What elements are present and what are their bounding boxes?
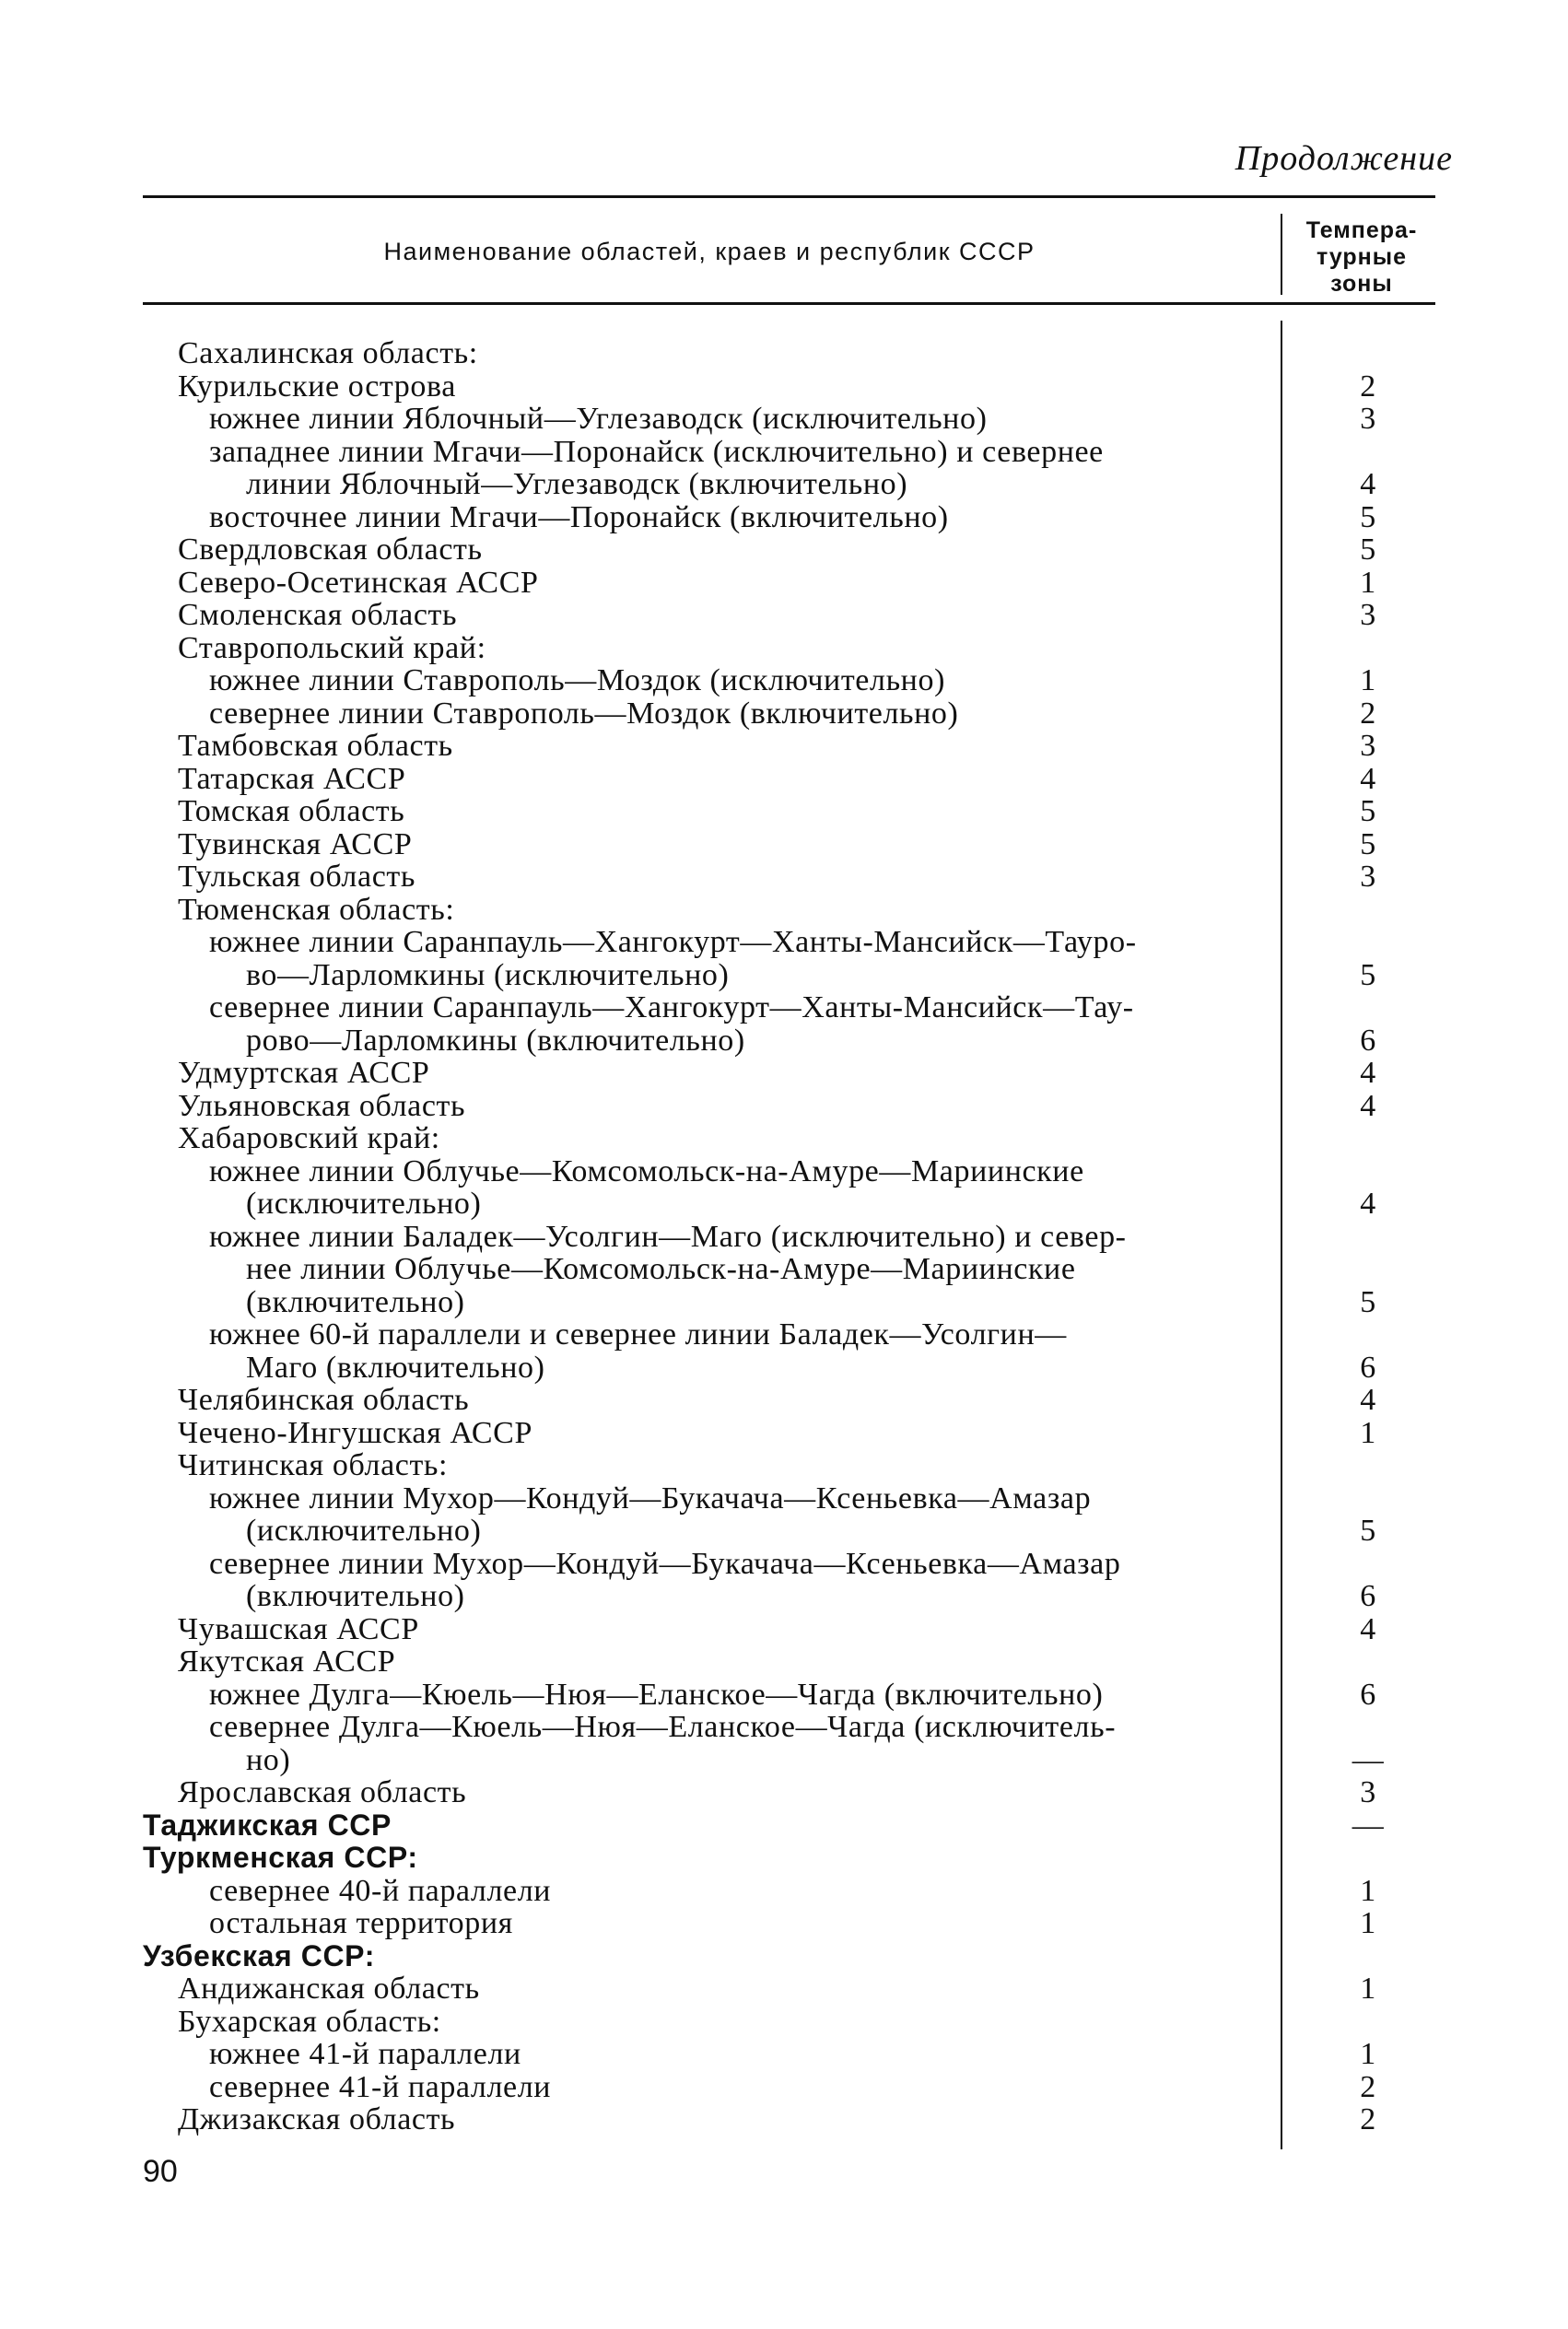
region-name: Чечено-Ингушская АССР — [178, 1415, 532, 1450]
temperature-zone: 4 — [1360, 467, 1376, 501]
table-row — [143, 894, 1435, 927]
region-name: остальная территория — [209, 1906, 513, 1940]
column-header-zones-line-2: турные — [1316, 244, 1408, 270]
table-row — [143, 2071, 1435, 2104]
table-row — [143, 1809, 1435, 1843]
table-row — [143, 1972, 1435, 2006]
region-name: Чувашская АССР — [178, 1611, 419, 1646]
region-name: Челябинская область — [178, 1383, 470, 1417]
temperature-zone: 3 — [1360, 402, 1376, 436]
temperature-zone: 6 — [1360, 1023, 1376, 1058]
region-name: Свердловская область — [178, 533, 483, 567]
column-header-zones-line-3: зоны — [1330, 271, 1393, 297]
temperature-zone: 1 — [1360, 2037, 1376, 2071]
region-name: южнее 60-й параллели и севернее линии Баладек—Усолгин— Маго (включительно) — [209, 1317, 1067, 1385]
table-row — [143, 697, 1435, 731]
region-name: севернее линии Ставрополь—Моздок (включительно) — [209, 696, 959, 731]
region-name: Тульская область — [178, 860, 415, 894]
temperature-zone: 2 — [1360, 2102, 1376, 2136]
table-row — [143, 1318, 1435, 1384]
table-header-rule — [143, 302, 1435, 305]
table-row — [143, 1645, 1435, 1679]
region-name: севернее 40-й параллели — [209, 1873, 552, 1908]
region-name: южнее линии Баладек—Усолгин—Маго (исключительно) и север- нее линии Облучье—Комсомольск-на-Амуре—Мариинские (включительно) — [209, 1219, 1127, 1319]
temperature-zone: 5 — [1360, 499, 1376, 534]
table-row — [143, 337, 1435, 370]
temperature-zone: 1 — [1360, 1972, 1376, 2006]
region-name: Смоленская область — [178, 598, 458, 632]
region-name: южнее линии Мухор—Кондуй—Букачача—Ксеньевка—Амазар (исключительно) — [209, 1480, 1092, 1548]
temperature-zone: 6 — [1360, 1350, 1376, 1385]
table-row — [143, 1155, 1435, 1221]
table-row — [143, 1907, 1435, 1940]
table-row — [143, 763, 1435, 796]
table-row — [143, 1221, 1435, 1319]
region-name: Туркменская ССР: — [143, 1841, 418, 1874]
table-row — [143, 926, 1435, 991]
table-row — [143, 1776, 1435, 1809]
temperature-zone: 6 — [1360, 1677, 1376, 1712]
temperature-zone: 4 — [1360, 1056, 1376, 1090]
temperature-zone: 5 — [1360, 1284, 1376, 1319]
temperature-zone: 3 — [1360, 860, 1376, 894]
region-name: севернее 41-й параллели — [209, 2069, 552, 2104]
continuation-label: Продолжение — [1235, 139, 1453, 178]
region-name: севернее линии Мухор—Кондуй—Букачача—Ксеньевка—Амазар (включительно) — [209, 1546, 1121, 1613]
temperature-zone: 3 — [1360, 1775, 1376, 1809]
temperature-zone: 4 — [1360, 761, 1376, 796]
table-row — [143, 1940, 1435, 1973]
table-row — [143, 1449, 1435, 1482]
table-row — [143, 436, 1435, 501]
temperature-zone: 4 — [1360, 1383, 1376, 1417]
temperature-zone: 1 — [1360, 1873, 1376, 1908]
table-top-rule — [143, 195, 1435, 198]
region-name: южнее линии Ставрополь—Моздок (исключительно) — [209, 663, 945, 697]
table-row — [143, 664, 1435, 697]
temperature-zone: 5 — [1360, 1514, 1376, 1548]
table-row — [143, 828, 1435, 861]
table-row — [143, 2006, 1435, 2039]
table-row — [143, 501, 1435, 534]
table-row — [143, 991, 1435, 1057]
temperature-zone: 2 — [1360, 369, 1376, 404]
table-row — [143, 1090, 1435, 1123]
temperature-zone: 2 — [1360, 2069, 1376, 2104]
table-row — [143, 1417, 1435, 1450]
region-name: южнее линии Яблочный—Углезаводск (исключительно) — [209, 402, 988, 436]
temperature-zone: 1 — [1360, 663, 1376, 697]
column-header-zones-line-1: Темпера- — [1305, 217, 1418, 243]
region-name: южнее линии Саранпауль—Хангокурт—Ханты-Мансийск—Тауро- во—Ларломкины (исключительно) — [209, 925, 1137, 992]
temperature-zone: 4 — [1360, 1088, 1376, 1123]
column-header-name: Наименование областей, краев и республик СССР — [383, 238, 1036, 265]
table-row — [143, 1057, 1435, 1090]
temperature-zone: 1 — [1360, 1415, 1376, 1450]
region-name: южнее 41-й параллели — [209, 2037, 521, 2071]
page-number: 90 — [143, 2154, 178, 2189]
region-name: южнее Дулга—Кюель—Нюя—Еланское—Чагда (включительно) — [209, 1677, 1104, 1712]
table-row — [143, 2038, 1435, 2071]
temperature-zone: 5 — [1360, 826, 1376, 861]
region-name: Ярославская область — [178, 1775, 467, 1809]
region-name: Тамбовская область — [178, 729, 453, 763]
table-row — [143, 2103, 1435, 2136]
region-name: Томская область — [178, 794, 405, 828]
region-name: Тувинская АССР — [178, 826, 413, 861]
table-row — [143, 1842, 1435, 1875]
table-row — [143, 1482, 1435, 1548]
temperature-zone: 2 — [1360, 696, 1376, 731]
table-row — [143, 370, 1435, 404]
region-name: Ульяновская область — [178, 1088, 466, 1123]
table-row — [143, 1613, 1435, 1646]
table-body — [143, 337, 1435, 2136]
region-name: Таджикская ССР — [143, 1808, 392, 1842]
region-name: севернее Дулга—Кюель—Нюя—Еланское—Чагда (исключитель- но) — [209, 1710, 1117, 1777]
region-name: Якутская АССР — [178, 1644, 396, 1679]
region-name: Удмуртская АССР — [178, 1056, 430, 1090]
temperature-zone: 5 — [1360, 533, 1376, 567]
region-name: Хабаровский край: — [178, 1121, 440, 1155]
region-name: Северо-Осетинская АССР — [178, 565, 539, 600]
table-row — [143, 1384, 1435, 1417]
region-name: восточнее линии Мгачи—Поронайск (включительно) — [209, 499, 949, 534]
region-name: Татарская АССР — [178, 761, 406, 796]
region-name: Андижанская область — [178, 1972, 480, 2006]
temperature-zone: 4 — [1360, 1611, 1376, 1646]
table-row — [143, 1548, 1435, 1613]
region-name: Сахалинская область: — [178, 336, 478, 370]
temperature-zone: — — [1352, 1742, 1385, 1777]
table-row — [143, 730, 1435, 763]
region-name: Читинская область: — [178, 1448, 449, 1482]
region-name: западнее линии Мгачи—Поронайск (исключительно) и севернее линии Яблочный—Углезаводск (включительно) — [209, 434, 1104, 501]
table-row — [143, 1875, 1435, 1908]
table-row — [143, 1711, 1435, 1776]
region-name: Курильские острова — [178, 369, 456, 404]
region-name: Джизакская область — [178, 2102, 456, 2136]
table-row — [143, 567, 1435, 600]
table-row — [143, 1679, 1435, 1712]
region-name: Тюменская область: — [178, 892, 455, 927]
header-column-divider — [1281, 214, 1282, 295]
temperature-zone: 4 — [1360, 1187, 1376, 1221]
region-name: Ставропольский край: — [178, 630, 486, 665]
table-row — [143, 860, 1435, 894]
temperature-zone: 3 — [1360, 729, 1376, 763]
region-name: южнее линии Облучье—Комсомольск-на-Амуре—Мариинские (исключительно) — [209, 1153, 1084, 1221]
region-name: Бухарская область: — [178, 2004, 441, 2039]
column-header-zones — [1288, 217, 1435, 298]
temperature-zone: 1 — [1360, 565, 1376, 600]
temperature-zone: 6 — [1360, 1579, 1376, 1613]
table-row — [143, 1122, 1435, 1155]
temperature-zone: — — [1352, 1808, 1385, 1843]
temperature-zone: 5 — [1360, 957, 1376, 992]
temperature-zone: 5 — [1360, 794, 1376, 828]
table-row — [143, 533, 1435, 567]
region-name: Узбекская ССР: — [143, 1938, 375, 1972]
temperature-zone: 3 — [1360, 598, 1376, 632]
table-row — [143, 632, 1435, 665]
table-row — [143, 795, 1435, 828]
table-row — [143, 599, 1435, 632]
table-row — [143, 403, 1435, 436]
temperature-zone: 1 — [1360, 1906, 1376, 1940]
region-name: севернее линии Саранпауль—Хангокурт—Ханты-Мансийск—Тау- рово—Ларломкины (включительно) — [209, 990, 1134, 1058]
